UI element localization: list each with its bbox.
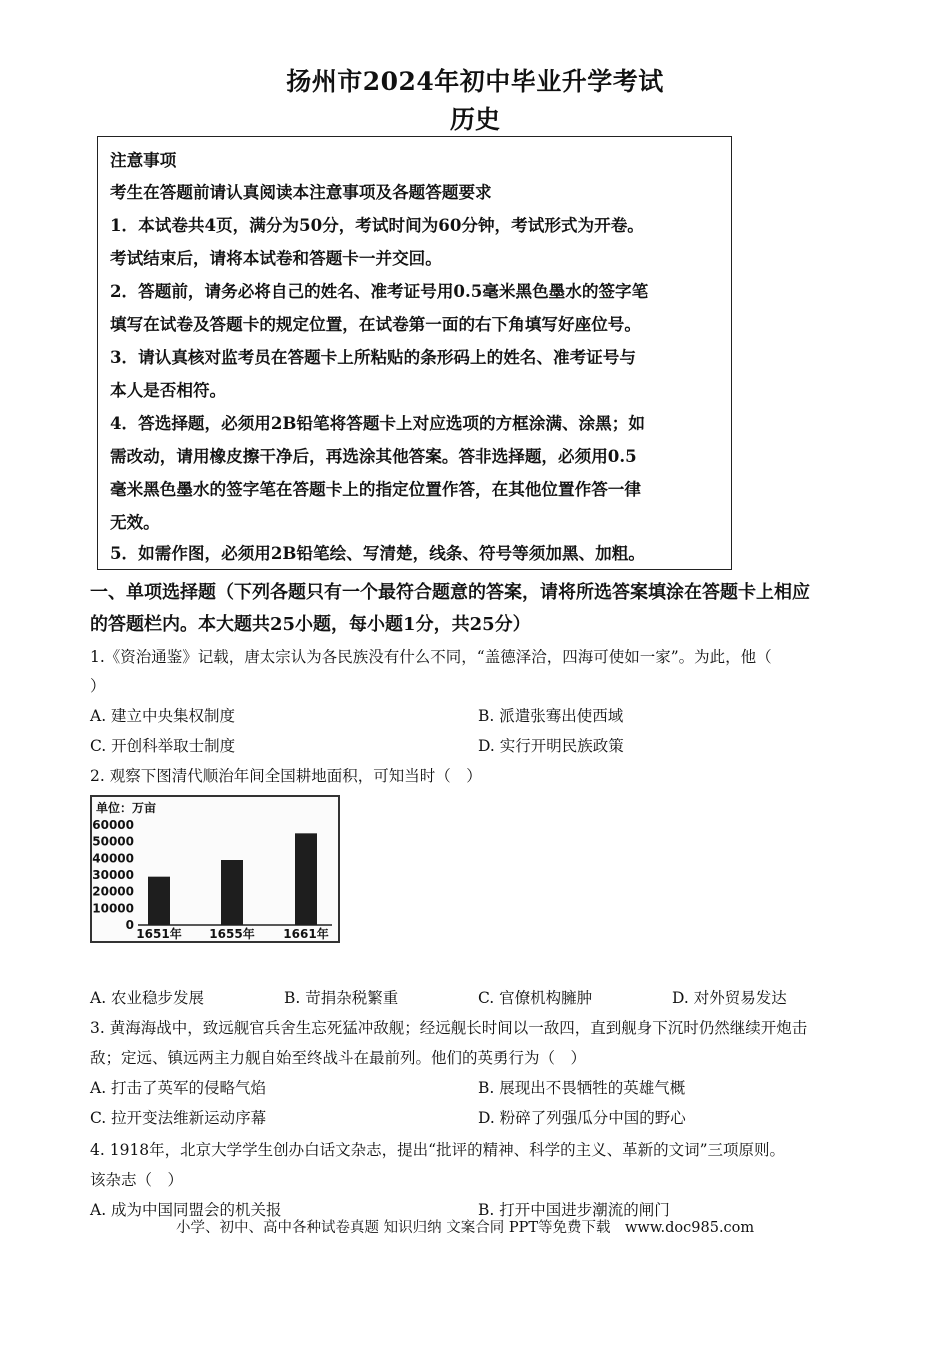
notice-line: 2．答题前，请务必将自己的姓名、准考证号用0.5毫米黑色墨水的签字笔 xyxy=(110,281,649,301)
y-tick-label: 0 xyxy=(125,918,134,932)
notice-line: 1．本试卷共4页，满分为50分，考试时间为60分钟，考试形式为开卷。 xyxy=(110,215,644,235)
y-tick-label: 10000 xyxy=(92,901,134,916)
notice-line: 考试结束后，请将本试卷和答题卡一并交回。 xyxy=(110,248,442,268)
question-4-stem-cont: 该杂志（ ） xyxy=(90,1171,184,1189)
q2-option-b: B. 苛捐杂税繁重 xyxy=(284,989,399,1007)
q3-option-c: C. 拉开变法维新运动序幕 xyxy=(90,1109,267,1127)
q1-option-a: A. 建立中央集权制度 xyxy=(90,707,236,725)
y-tick-label: 60000 xyxy=(92,818,134,832)
notice-line: 填写在试卷及答题卡的规定位置，在试卷第一面的右下角填写好座位号。 xyxy=(110,314,641,334)
farmland-bar-chart xyxy=(90,795,340,943)
q1-option-b: B. 派遣张骞出使西域 xyxy=(478,707,624,725)
chart-unit-label: 单位：万亩 xyxy=(96,801,157,815)
question-2-stem: 2. 观察下图清代顺治年间全国耕地面积，可知当时（ ） xyxy=(90,767,482,785)
chart-bar xyxy=(148,877,170,925)
question-3-stem-cont: 敌；定远、镇远两主力舰自始至终战斗在最前列。他们的英勇行为（ ） xyxy=(90,1049,587,1067)
notice-line: 4．答选择题，必须用2B铅笔将答题卡上对应选项的方框涂满、涂黑；如 xyxy=(110,413,645,433)
x-category-label: 1651年 xyxy=(136,927,182,941)
question-3-stem: 3. 黄海海战中，致远舰官兵舍生忘死猛冲敌舰；经远舰长时间以一敌四，直到舰身下沉时仍然继续开炮击 xyxy=(90,1019,808,1037)
q2-option-d: D. 对外贸易发达 xyxy=(672,989,787,1007)
question-4-stem: 4. 1918年，北京大学学生创办白话文杂志，提出“批评的精神、科学的主义、革新的文词”三项原则。 xyxy=(90,1141,786,1159)
notice-line: 毫米黑色墨水的签字笔在答题卡上的指定位置作答，在其他位置作答一律 xyxy=(110,479,641,499)
y-tick-label: 20000 xyxy=(92,884,134,899)
chart-bar xyxy=(295,833,317,925)
x-category-label: 1661年 xyxy=(283,927,329,941)
q2-option-a: A. 农业稳步发展 xyxy=(90,989,205,1007)
notice-line: 需改动，请用橡皮擦干净后，再选涂其他答案。答非选择题，必须用0.5 xyxy=(110,446,637,466)
q1-option-c: C. 开创科举取士制度 xyxy=(90,737,236,755)
notice-line: 本人是否相符。 xyxy=(110,380,227,400)
notice-line: 5．如需作图，必须用2B铅笔绘、写清楚，线条、符号等须加黑、加粗。 xyxy=(110,543,645,563)
question-1-stem-cont: ） xyxy=(90,677,106,695)
q3-option-b: B. 展现出不畏牺牲的英雄气概 xyxy=(478,1079,686,1097)
notice-heading: 注意事项 xyxy=(110,150,177,170)
x-category-label: 1655年 xyxy=(209,927,255,941)
y-tick-label: 30000 xyxy=(92,868,134,882)
notice-intro: 考生在答题前请认真阅读本注意事项及各题答题要求 xyxy=(110,182,492,202)
y-tick-label: 50000 xyxy=(92,834,134,849)
notice-box xyxy=(97,136,732,570)
notice-line: 3．请认真核对监考员在答题卡上所粘贴的条形码上的姓名、准考证号与 xyxy=(110,347,636,367)
y-tick-label: 40000 xyxy=(92,851,134,866)
question-1-stem: 1.《资治通鉴》记载，唐太宗认为各民族没有什么不同，“盖德泽洽，四海可使如一家”。为此，他（ xyxy=(90,648,772,666)
q4-option-b: B. 打开中国进步潮流的闸门 xyxy=(478,1201,670,1219)
chart-svg xyxy=(92,797,338,941)
exam-title: 扬州市2024年初中毕业升学考试 xyxy=(286,67,664,96)
q3-option-d: D. 粉碎了列强瓜分中国的野心 xyxy=(478,1109,686,1127)
subject-title: 历史 xyxy=(449,105,500,134)
section-heading: 一、单项选择题（下列各题只有一个最符合题意的答案，请将所选答案填涂在答题卡上相应 xyxy=(90,582,810,603)
chart-bar xyxy=(221,860,243,925)
section-heading-cont: 的答题栏内。本大题共25小题，每小题1分，共25分） xyxy=(90,614,531,635)
footer-text: 小学、初中、高中各种试卷真题 知识归纳 文案合同 PPT等免费下载 www.doc985.com xyxy=(176,1220,755,1236)
q4-option-a: A. 成为中国同盟会的机关报 xyxy=(90,1201,282,1219)
q2-option-c: C. 官僚机构臃肿 xyxy=(478,989,593,1007)
notice-line: 无效。 xyxy=(110,512,160,532)
q3-option-a: A. 打击了英军的侵略气焰 xyxy=(90,1079,267,1097)
q1-option-d: D. 实行开明民族政策 xyxy=(478,737,624,755)
